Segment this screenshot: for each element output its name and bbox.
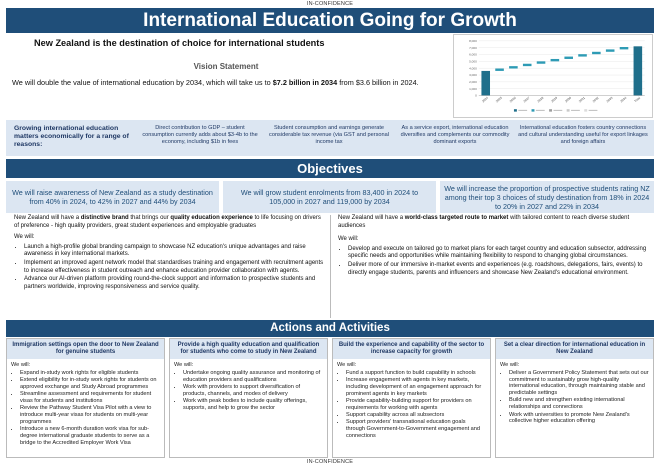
x-tick-label: 2026 [508,95,517,104]
list-item: • Expand in-study work rights for eligible students [20,370,160,377]
action-will: We will: [337,362,357,368]
vision-pre: We will double the value of international education by 2034, which will take us to [12,78,273,87]
objectives-heading: Objectives [6,159,654,178]
x-tick-label: 2028 [536,95,545,104]
y-tick-label: 3,000 [469,73,477,78]
chart-bar [481,71,490,96]
brand-list [24,244,324,292]
classification-top: IN-CONFIDENCE [306,1,354,7]
action-heading: Set a clear direction for international education in New Zealand [496,339,653,359]
y-tick-label: 1,000 [469,86,477,91]
list-item: • Provide capability-building support for providers on requirements for working with agents [346,398,486,412]
list-item: • Fund a support function to build capability in schools [346,370,486,377]
x-tick-label: 2027 [522,95,531,104]
action-direction [495,338,654,458]
tagline: New Zealand is the destination of choice for international students [34,38,325,48]
x-tick-label: 2030 [564,95,572,104]
brand-intro: New Zealand will have a distinctive brand that brings our quality education experience to life focusing on drivers of preference - high quality providers, great student experiences and employable graduates [14,215,321,229]
x-tick-label: 2032 [591,95,600,104]
vision-bold: $7.2 billion in 2034 [272,78,338,87]
list-item: • Review the Pathway Student Visa Pilot with a view to introduce multi-year visas for students on multi-year programmes [20,405,160,425]
chart-bar [564,57,573,59]
legend-text-placeholder [553,110,562,111]
vision-statement [12,78,452,88]
chart-bar [578,54,587,56]
objective-awareness: We will raise awareness of New Zealand as a study destination from 40% in 2024, to 42% in 2027 and 44% by 2034 [6,181,219,213]
x-tick-label: Total [633,95,642,104]
list-item: • Introduce a new 6-month duration work visa for sub-degree international graduate students to serve as a bridge to the Accredited Employer Work Visa [20,426,160,446]
list-item: • Launch a high-profile global branding campaign to showcase NZ education's unique advantages and raise awareness in key international markets. [24,244,324,259]
action-will: We will: [11,362,31,368]
chart-bar [509,66,518,68]
reason-item: As a service export, international education diversifies and complements our commodity dominant exports [400,125,510,145]
classification-bottom: IN-CONFIDENCE [306,459,354,465]
chart-bar [537,61,546,63]
y-tick-label: 5,000 [469,59,477,64]
action-heading: Immigration settings open the door to New Zealand for genuine students [7,339,164,359]
list-item: • Streamline assessment and requirements for student visas for students and institutions [20,391,160,405]
chart-bar [592,52,601,54]
list-item: • Work with peak bodies to include quality offerings, supports, and help to grow the sector [183,398,323,412]
brand-column [14,215,324,318]
x-tick-label: 2024 [481,95,490,104]
legend-swatch [549,109,552,111]
action-capability [332,338,491,458]
market-list [348,246,650,277]
list-item: • Work with universities to promote New Zealand's collective higher education offering [509,412,649,426]
y-tick-label: 6,000 [469,52,477,57]
action-will: We will: [174,362,194,368]
legend-swatch [567,109,570,111]
objective-top-choice: We will increase the proportion of prospective students rating NZ among their top 3 choices of study destination from 18% in 2024 to 20% in 2027 and 22% in 2034 [440,181,654,213]
legend-swatch [532,109,535,111]
x-tick-label: 2025 [494,95,503,104]
chart-bar [523,64,532,66]
hero-section [6,34,654,119]
chart-bar [606,49,615,51]
x-tick-label: 2031 [577,95,586,104]
y-tick-label: 0 [475,93,477,98]
vision-post: from $3.6 billion in 2024. [337,78,419,87]
chart-bar [495,69,504,71]
list-item: • Implement an improved agent network model that standardises training and engagement with recruitment agents to increase effectiveness in student outreach and enhance education provider collaboration with agents. [24,260,324,275]
reasons-heading: Growing international education matters economically for a range of reasons: [14,125,129,148]
legend-swatch [514,109,517,111]
legend-text-placeholder [589,110,598,111]
chart-bar [620,47,629,49]
x-tick-label: 2029 [550,95,559,104]
chart-bar [634,46,643,95]
brand-will: We will: [14,234,35,241]
y-tick-label: 2,000 [469,80,477,85]
y-tick-label: 8,000 [469,39,477,44]
page-title: International Education Going for Growth [6,8,654,33]
action-heading: Provide a high quality education and qualification for students who come to study in New Zealand [170,339,327,359]
reason-item: Direct contribution to GDP – student consumption currently adds about $3-4b to the economy, including $1b in fees [142,125,258,145]
chart-bar [551,59,560,61]
list-item: • Support providers' transnational education goals through Government-to-Government engagement and connections [346,419,486,439]
action-will: We will: [500,362,520,368]
actions-heading: Actions and Activities [6,320,654,337]
market-will: We will: [338,236,359,243]
list-item: • Advance our AI-driven platform providing round-the-clock support and information to prospective students and partners worldwide, improving responsiveness and service quality. [24,276,324,291]
list-item: • Support capability across all subsectors [346,412,486,419]
action-immigration [6,338,165,458]
list-item: • Extend eligibility for in-study work rights for students on approved exchange and Study Abroad programmes [20,377,160,391]
list-item: • Deliver a Government Policy Statement that sets out our commitment to sustainably grow high-quality international education, through maintaining stable and predictable settings [509,370,649,397]
legend-text-placeholder [518,110,527,111]
action-quality [169,338,328,458]
list-item: • Work with providers to support diversification of products, channels, and modes of delivery [183,384,323,398]
action-heading: Build the experience and capability of the sector to increase capacity for growth [333,339,490,359]
market-intro: New Zealand will have a world-class targeted route to market with tailored content to reach diverse student audiences [338,215,630,229]
list-item: • Develop and execute on tailored go to market plans for each target country and education subsector, addressing specific needs and opportunities while maintaining flexibility to respond to changing global circumstances. [348,246,650,261]
list-item: • Increase engagement with agents in key markets, including development of an engagement approach for prominent agents in key markets [346,377,486,397]
reason-item: International education fosters country connections and cultural understanding useful for export linkages and foreign affairs [518,125,648,145]
x-tick-label: 2033 [605,95,614,104]
objective-enrolments: We will grow student enrolments from 83,400 in 2024 to 105,000 in 2027 and 119,000 by 2034 [223,181,436,213]
y-tick-label: 4,000 [469,66,477,71]
x-tick-label: 2034 [619,95,628,104]
legend-text-placeholder [536,110,545,111]
list-item: • Build new and strengthen existing international relationships and connections [509,397,649,411]
reasons-panel [6,120,654,156]
market-column [338,215,650,318]
growth-chart [453,34,653,118]
reason-item: Student consumption and earnings generate considerable tax revenue (via GST and personal income tax [269,125,389,145]
list-item: • Undertake ongoing quality assurance and monitoring of education providers and qualifications [183,370,323,384]
list-item: • Deliver more of our immersive in-market events and experiences (e.g. roadshows, delegations, fairs, events) to directly engage students, parents and influencers and showcase New Zealand's educational environment. [348,262,650,277]
vision-heading: Vision Statement [193,62,259,71]
legend-swatch [584,109,587,111]
legend-text-placeholder [571,110,580,111]
column-divider [330,215,331,318]
y-tick-label: 7,000 [469,45,477,50]
